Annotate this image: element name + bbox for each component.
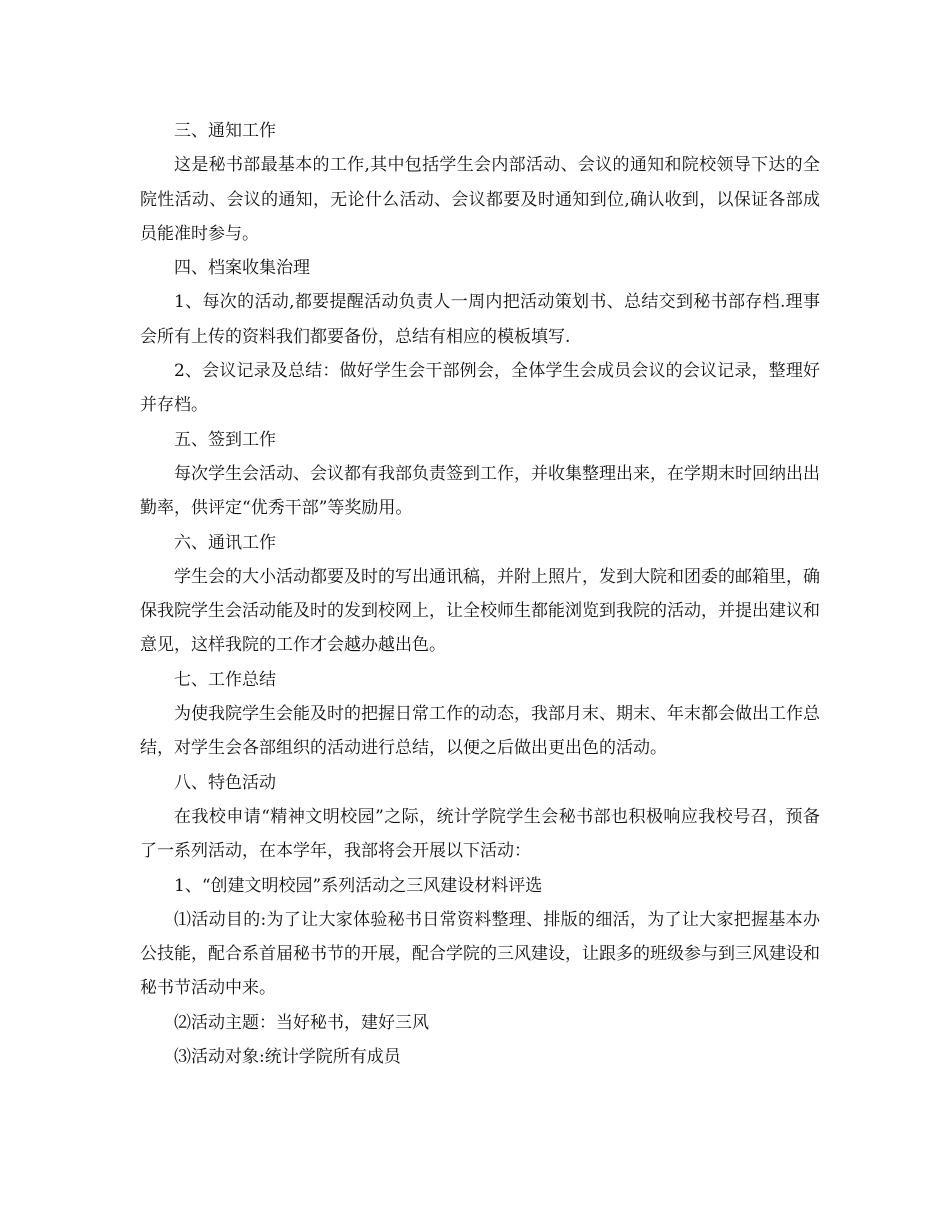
section-heading-signin: 五、签到工作 (174, 429, 276, 450)
activity-purpose: ⑴活动目的:为了让大家体验秘书日常资料整理、排版的细活，为了让大家把握基本办公技能，配合系首届秘书节的开展，配合学院的三风建设，让跟多的班级参与到三风建设和秘书节活动中来。 (140, 909, 820, 999)
document-body (140, 114, 820, 1074)
paragraph-archives-2: 2、会议记录及总结：做好学生会干部例会，全体学生会成员会议的会议记录，整理好并存档。 (140, 361, 820, 416)
section-heading-special-activities: 八、特色活动 (174, 772, 276, 793)
section-heading-archives: 四、档案收集治理 (174, 258, 310, 279)
activity-theme: ⑵活动主题：当好秘书，建好三风 (174, 1012, 429, 1033)
paragraph-special-activities: 在我校申请“精神文明校园”之际，统计学院学生会秘书部也积极响应我校号召，预备了一系列活动，在本学年，我部将会开展以下活动： (140, 806, 820, 862)
activity-title: 1、“创建文明校园”系列活动之三风建设材料评选 (174, 875, 543, 896)
paragraph-communication: 学生会的大小活动都要及时的写出通讯稿，并附上照片，发到大院和团委的邮箱里，确保我院学生会活动能及时的发到校网上，让全校师生都能浏览到我院的活动，并提出建议和意见，这样我院的工作才会越办越出色。 (140, 566, 820, 656)
section-heading-summary: 七、工作总结 (174, 669, 276, 690)
paragraph-archives-1: 1、每次的活动,都要提醒活动负责人一周内把活动策划书、总结交到秘书部存档.理事会所有上传的资料我们都要备份，总结有相应的模板填写. (140, 292, 820, 347)
section-heading-notification: 三、通知工作 (174, 121, 276, 141)
paragraph-signin: 每次学生会活动、会议都有我部负责签到工作，并收集整理出来，在学期末时回纳出出勤率，供评定“优秀干部”等奖励用。 (140, 463, 820, 519)
section-heading-communication: 六、通讯工作 (174, 532, 276, 553)
activity-audience: ⑶活动对象:统计学院所有成员 (174, 1047, 401, 1068)
paragraph-notification: 这是秘书部最基本的工作,其中包括学生会内部活动、会议的通知和院校领导下达的全院性活动、会议的通知，无论什么活动、会议都要及时通知到位,确认收到，以保证各部成员能准时参与。 (140, 155, 820, 244)
paragraph-summary: 为使我院学生会能及时的把握日常工作的动态，我部月末、期末、年末都会做出工作总结，对学生会各部组织的活动进行总结，以便之后做出更出色的活动。 (140, 704, 820, 759)
